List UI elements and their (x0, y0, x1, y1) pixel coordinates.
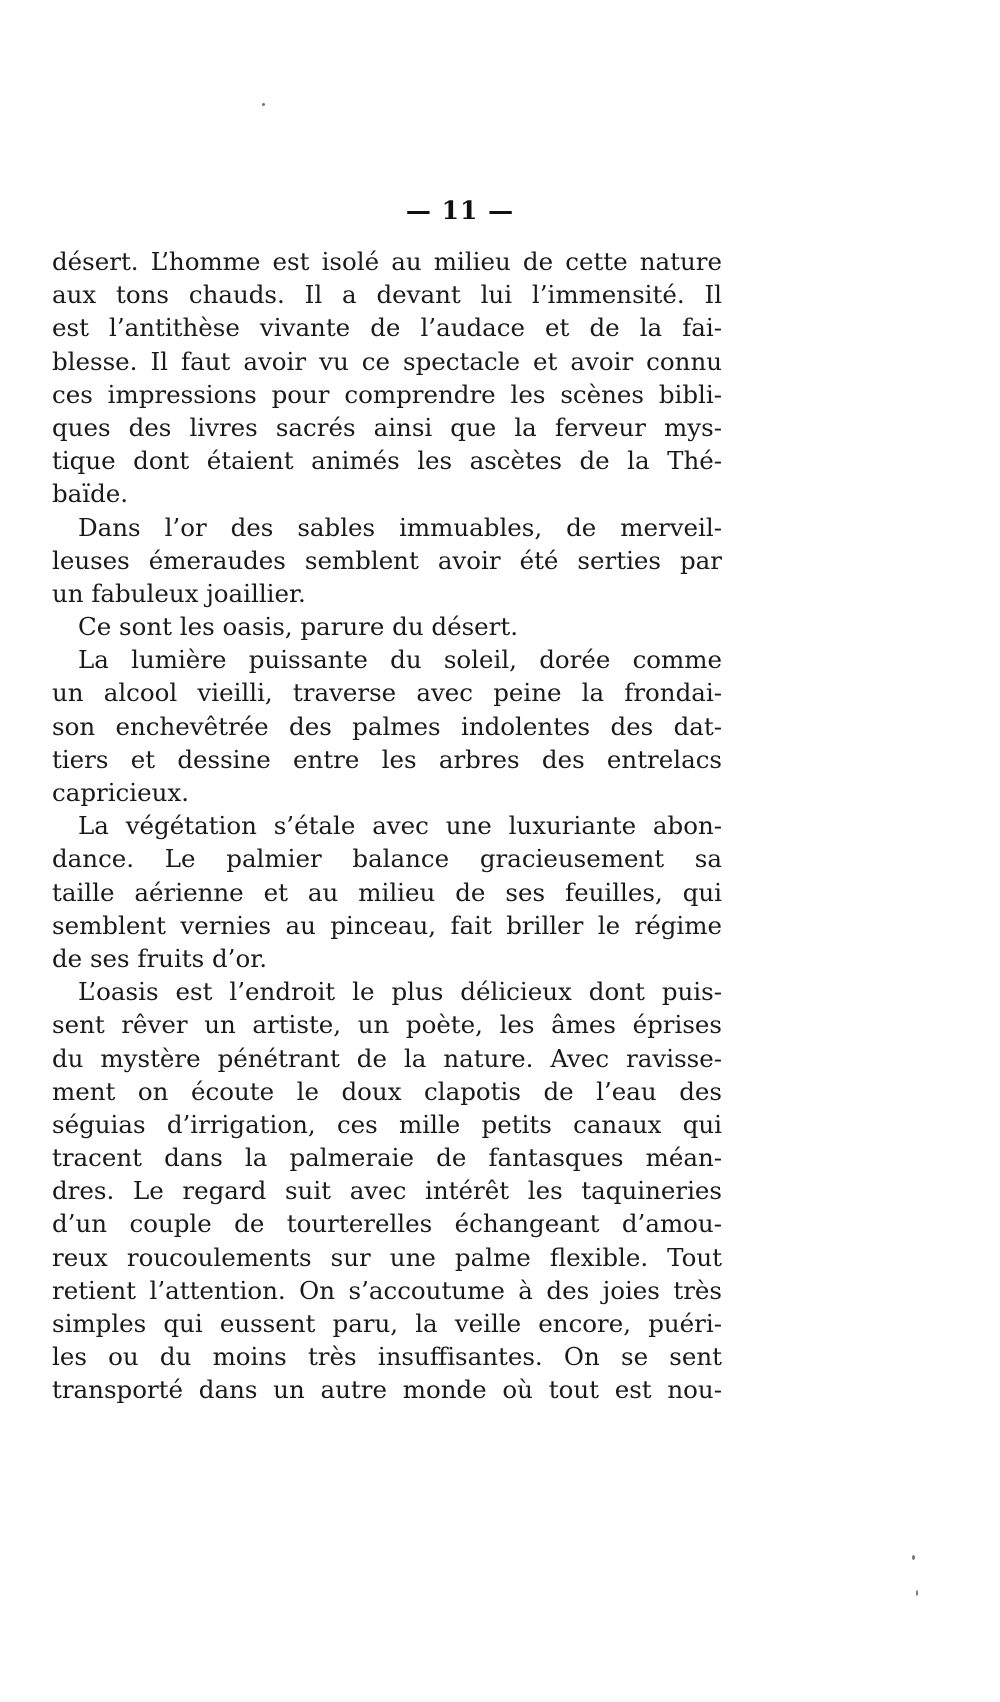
text-line: dres. Le regard suit avec intérêt les taquineries (52, 1176, 722, 1206)
text-line: Dans l’or des sables immuables, de merveil- (78, 512, 722, 542)
text-line: un fabuleux joaillier. (52, 578, 306, 608)
text-line: reux roucoulements sur une palme flexible. Tout (52, 1242, 722, 1272)
text-line: ment on écoute le doux clapotis de l’eau des (52, 1076, 722, 1106)
text-line: séguias d’irrigation, ces mille petits canaux qui (52, 1109, 722, 1139)
text-line: du mystère pénétrant de la nature. Avec ravisse- (52, 1043, 722, 1073)
text-line: capricieux. (52, 778, 189, 807)
text-line: dance. Le palmier balance gracieusement sa (52, 844, 722, 874)
text-line: Ce sont les oasis, parure du désert. (78, 612, 519, 642)
page-number: — 11 — (405, 196, 515, 225)
text-line: blesse. Il faut avoir vu ce spectacle et avoir connu (52, 346, 722, 376)
text-line: ques des livres sacrés ainsi que la ferveur mys- (52, 412, 722, 442)
text-line: est l’antithèse vivante de l’audace et de la fai- (52, 313, 722, 343)
text-line: son enchevêtrée des palmes indolentes des dat- (52, 711, 722, 741)
text-line: leuses émeraudes semblent avoir été serties par (52, 545, 722, 575)
text-line: tique dont étaient animés les ascètes de la Thé- (52, 446, 722, 476)
paper-speck (916, 1590, 918, 1596)
text-line: les ou du moins très insuffisantes. On se sent (52, 1342, 722, 1372)
text-line: semblent vernies au pinceau, fait briller le régime (52, 910, 722, 940)
body-text (52, 245, 722, 1407)
text-line: La lumière puissante du soleil, dorée comme (78, 645, 722, 675)
text-line: tracent dans la palmeraie de fantasques méan- (52, 1143, 722, 1173)
text-line: La végétation s’étale avec une luxuriante abon- (78, 811, 722, 841)
text-line: L’oasis est l’endroit le plus délicieux dont puis- (78, 977, 722, 1007)
text-line: désert. L’homme est isolé au milieu de cette nature (52, 247, 722, 276)
text-line: tiers et dessine entre les arbres des entrelacs (52, 744, 722, 774)
text-line: de ses fruits d’or. (52, 943, 268, 973)
text-line: retient l’attention. On s’accoutume à des joies très (52, 1275, 722, 1305)
text-line: d’un couple de tourterelles échangeant d’amou- (52, 1209, 722, 1239)
text-line: transporté dans un autre monde où tout est nou- (52, 1375, 722, 1405)
text-line: baïde. (52, 479, 129, 509)
text-line: simples qui eussent paru, la veille encore, puéri- (52, 1309, 722, 1338)
text-line: aux tons chauds. Il a devant lui l’immensité. Il (52, 280, 722, 310)
text-line: sent rêver un artiste, un poète, les âmes éprises (52, 1010, 722, 1040)
text-line: un alcool vieilli, traverse avec peine la frondai- (52, 678, 722, 708)
paper-speck (262, 103, 265, 106)
paper-speck (912, 1555, 915, 1560)
text-line: ces impressions pour comprendre les scènes bibli- (52, 379, 722, 409)
text-line: taille aérienne et au milieu de ses feuilles, qui (52, 877, 722, 907)
